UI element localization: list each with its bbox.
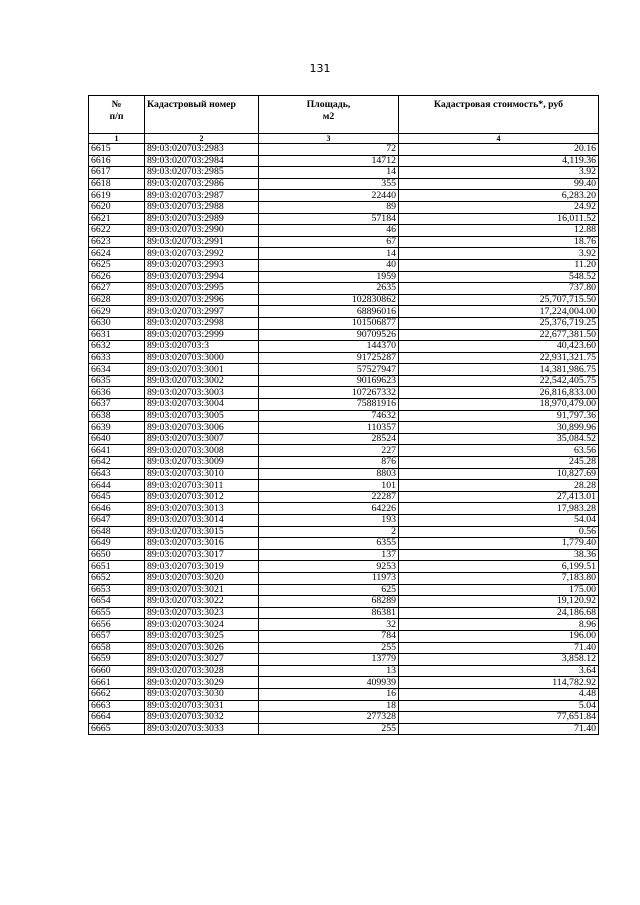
row-number: 6639 — [89, 422, 145, 434]
table-row — [89, 399, 599, 411]
row-number: 6617 — [89, 167, 145, 179]
row-number: 6636 — [89, 387, 145, 399]
cadastral-number: 89:03:020703:3025 — [145, 630, 259, 642]
table-row — [89, 259, 599, 271]
row-number: 6653 — [89, 584, 145, 596]
area-value: 784 — [259, 630, 399, 642]
cadastral-number: 89:03:020703:3026 — [145, 642, 259, 654]
area-value: 86381 — [259, 607, 399, 619]
cost-value: 12.88 — [399, 225, 599, 237]
header-row — [89, 96, 599, 134]
cadastral-number: 89:03:020703:3020 — [145, 572, 259, 584]
row-number: 6628 — [89, 294, 145, 306]
cadastral-number: 89:03:020703:3000 — [145, 352, 259, 364]
row-number: 6655 — [89, 607, 145, 619]
row-number: 6637 — [89, 399, 145, 411]
cadastral-table — [88, 95, 599, 735]
cadastral-number: 89:03:020703:3002 — [145, 375, 259, 387]
row-number: 6646 — [89, 503, 145, 515]
row-number: 6657 — [89, 630, 145, 642]
cadastral-number: 89:03:020703:2989 — [145, 213, 259, 225]
cost-value: 18,970,479.00 — [399, 399, 599, 411]
cost-value: 3,858.12 — [399, 654, 599, 666]
cadastral-number: 89:03:020703:3001 — [145, 364, 259, 376]
table-row — [89, 410, 599, 422]
table-row — [89, 190, 599, 202]
page-number: 131 — [309, 62, 331, 75]
cost-value: 24,186.68 — [399, 607, 599, 619]
area-value: 110357 — [259, 422, 399, 434]
row-number: 6649 — [89, 538, 145, 550]
area-value: 57527947 — [259, 364, 399, 376]
area-value: 68896016 — [259, 306, 399, 318]
cost-value: 737.80 — [399, 283, 599, 295]
area-value: 101 — [259, 480, 399, 492]
cadastral-number: 89:03:020703:3027 — [145, 654, 259, 666]
table-row — [89, 596, 599, 608]
area-value: 28524 — [259, 433, 399, 445]
row-number: 6626 — [89, 271, 145, 283]
table-row — [89, 538, 599, 550]
table-row — [89, 341, 599, 353]
cost-value: 91,797.36 — [399, 410, 599, 422]
row-number: 6627 — [89, 283, 145, 295]
table-row — [89, 178, 599, 190]
cadastral-number: 89:03:020703:3012 — [145, 491, 259, 503]
column-index: 1 — [89, 134, 145, 144]
row-number: 6632 — [89, 341, 145, 353]
row-number: 6622 — [89, 225, 145, 237]
table-row — [89, 283, 599, 295]
table-row — [89, 213, 599, 225]
cadastral-number: 89:03:020703:3013 — [145, 503, 259, 515]
row-number: 6623 — [89, 236, 145, 248]
cost-value: 71.40 — [399, 723, 599, 735]
table-row — [89, 515, 599, 527]
cadastral-number: 89:03:020703:3015 — [145, 526, 259, 538]
table-row — [89, 561, 599, 573]
cost-value: 22,677,381.50 — [399, 329, 599, 341]
area-value: 89 — [259, 201, 399, 213]
row-number: 6658 — [89, 642, 145, 654]
cost-value: 10,827.69 — [399, 468, 599, 480]
cadastral-number: 89:03:020703:3024 — [145, 619, 259, 631]
area-value: 46 — [259, 225, 399, 237]
row-number: 6630 — [89, 317, 145, 329]
cadastral-number: 89:03:020703:2997 — [145, 306, 259, 318]
cadastral-number: 89:03:020703:2984 — [145, 155, 259, 167]
table-row — [89, 433, 599, 445]
area-value: 13779 — [259, 654, 399, 666]
cadastral-number: 89:03:020703:3023 — [145, 607, 259, 619]
cost-value: 35,084.52 — [399, 433, 599, 445]
table-row — [89, 248, 599, 260]
table-row — [89, 387, 599, 399]
area-value: 137 — [259, 549, 399, 561]
table-row — [89, 329, 599, 341]
table-row — [89, 352, 599, 364]
area-value: 144370 — [259, 341, 399, 353]
table-row — [89, 375, 599, 387]
row-number: 6620 — [89, 201, 145, 213]
cost-value: 19,120.92 — [399, 596, 599, 608]
column-index: 4 — [399, 134, 599, 144]
row-number: 6629 — [89, 306, 145, 318]
cadastral-number: 89:03:020703:3010 — [145, 468, 259, 480]
area-value: 102830862 — [259, 294, 399, 306]
cost-value: 245.28 — [399, 457, 599, 469]
table-row — [89, 503, 599, 515]
table-row — [89, 480, 599, 492]
row-number: 6615 — [89, 144, 145, 156]
row-number: 6638 — [89, 410, 145, 422]
area-value: 57184 — [259, 213, 399, 225]
table-row — [89, 526, 599, 538]
cadastral-number: 89:03:020703:2985 — [145, 167, 259, 179]
table-row — [89, 167, 599, 179]
header-num-line1: № — [111, 99, 122, 110]
area-value: 14 — [259, 167, 399, 179]
area-value: 74632 — [259, 410, 399, 422]
cadastral-number: 89:03:020703:3021 — [145, 584, 259, 596]
cadastral-number: 89:03:020703:2987 — [145, 190, 259, 202]
row-number: 6648 — [89, 526, 145, 538]
cost-value: 11.20 — [399, 259, 599, 271]
cadastral-number: 89:03:020703:3032 — [145, 712, 259, 724]
cost-value: 6,199.51 — [399, 561, 599, 573]
cost-value: 63.56 — [399, 445, 599, 457]
area-value: 13 — [259, 665, 399, 677]
cost-value: 24.92 — [399, 201, 599, 213]
cost-value: 17,983.28 — [399, 503, 599, 515]
area-value: 40 — [259, 259, 399, 271]
cost-value: 22,931,321.75 — [399, 352, 599, 364]
row-number: 6625 — [89, 259, 145, 271]
cadastral-number: 89:03:020703:3017 — [145, 549, 259, 561]
cost-value: 7,183.80 — [399, 572, 599, 584]
cadastral-number: 89:03:020703:2988 — [145, 201, 259, 213]
area-value: 9253 — [259, 561, 399, 573]
area-value: 2635 — [259, 283, 399, 295]
cadastral-number: 89:03:020703:3006 — [145, 422, 259, 434]
cadastral-number: 89:03:020703:3009 — [145, 457, 259, 469]
cost-value: 1,779.40 — [399, 538, 599, 550]
cost-value: 38.36 — [399, 549, 599, 561]
row-number: 6659 — [89, 654, 145, 666]
row-number: 6660 — [89, 665, 145, 677]
table-row — [89, 364, 599, 376]
cost-value: 26,816,833.00 — [399, 387, 599, 399]
area-value: 91725287 — [259, 352, 399, 364]
area-value: 6355 — [259, 538, 399, 550]
header-num — [89, 96, 145, 134]
cost-value: 8.96 — [399, 619, 599, 631]
cadastral-number: 89:03:020703:3028 — [145, 665, 259, 677]
row-number: 6665 — [89, 723, 145, 735]
table-row — [89, 700, 599, 712]
row-number: 6624 — [89, 248, 145, 260]
table-row — [89, 317, 599, 329]
header-area — [259, 96, 399, 134]
row-number: 6664 — [89, 712, 145, 724]
area-value: 14712 — [259, 155, 399, 167]
row-number: 6621 — [89, 213, 145, 225]
cost-value: 18.76 — [399, 236, 599, 248]
cadastral-number: 89:03:020703:3031 — [145, 700, 259, 712]
area-value: 32 — [259, 619, 399, 631]
cost-value: 40,423.60 — [399, 341, 599, 353]
table-row — [89, 642, 599, 654]
table-row — [89, 549, 599, 561]
cadastral-number: 89:03:020703:3 — [145, 341, 259, 353]
table-row — [89, 271, 599, 283]
area-value: 625 — [259, 584, 399, 596]
cost-value: 54.04 — [399, 515, 599, 527]
table-row — [89, 723, 599, 735]
cost-value: 27,413.01 — [399, 491, 599, 503]
cadastral-number: 89:03:020703:3011 — [145, 480, 259, 492]
area-value: 72 — [259, 144, 399, 156]
cadastral-number: 89:03:020703:2994 — [145, 271, 259, 283]
cost-value: 22,542,405.75 — [399, 375, 599, 387]
row-number: 6651 — [89, 561, 145, 573]
cost-value: 5.04 — [399, 700, 599, 712]
row-number: 6631 — [89, 329, 145, 341]
cost-value: 548.52 — [399, 271, 599, 283]
table-row — [89, 225, 599, 237]
area-value: 90169623 — [259, 375, 399, 387]
area-value: 193 — [259, 515, 399, 527]
cadastral-number: 89:03:020703:2993 — [145, 259, 259, 271]
cost-value: 196.00 — [399, 630, 599, 642]
header-cost: Кадастровая стоимость*, руб — [399, 96, 599, 134]
cost-value: 20.16 — [399, 144, 599, 156]
cost-value: 14,381,986.75 — [399, 364, 599, 376]
area-value: 355 — [259, 178, 399, 190]
area-value: 107267332 — [259, 387, 399, 399]
row-number: 6644 — [89, 480, 145, 492]
table-row — [89, 306, 599, 318]
cadastral-number: 89:03:020703:2995 — [145, 283, 259, 295]
cost-value: 4.48 — [399, 688, 599, 700]
table-row — [89, 654, 599, 666]
table-row — [89, 630, 599, 642]
area-value: 22287 — [259, 491, 399, 503]
cadastral-number: 89:03:020703:3030 — [145, 688, 259, 700]
cadastral-number: 89:03:020703:2983 — [145, 144, 259, 156]
table-row — [89, 144, 599, 156]
table-row — [89, 607, 599, 619]
row-number: 6656 — [89, 619, 145, 631]
header-cadastral: Кадастровый номер — [145, 96, 259, 134]
table-body — [89, 144, 599, 735]
header-num-line2: п/п — [109, 111, 124, 122]
table-row — [89, 712, 599, 724]
column-index-row — [89, 134, 599, 144]
cost-value: 3.92 — [399, 167, 599, 179]
row-number: 6654 — [89, 596, 145, 608]
row-number: 6662 — [89, 688, 145, 700]
cadastral-number: 89:03:020703:2992 — [145, 248, 259, 260]
cadastral-number: 89:03:020703:3016 — [145, 538, 259, 550]
row-number: 6652 — [89, 572, 145, 584]
table-row — [89, 584, 599, 596]
area-value: 1959 — [259, 271, 399, 283]
cadastral-number: 89:03:020703:3003 — [145, 387, 259, 399]
area-value: 876 — [259, 457, 399, 469]
cost-value: 175.00 — [399, 584, 599, 596]
cost-value: 4,119.36 — [399, 155, 599, 167]
area-value: 409939 — [259, 677, 399, 689]
cadastral-number: 89:03:020703:3004 — [145, 399, 259, 411]
row-number: 6661 — [89, 677, 145, 689]
row-number: 6641 — [89, 445, 145, 457]
header-area-line2: м2 — [322, 111, 335, 122]
row-number: 6663 — [89, 700, 145, 712]
cadastral-number: 89:03:020703:2991 — [145, 236, 259, 248]
area-value: 68289 — [259, 596, 399, 608]
cost-value: 6,283.20 — [399, 190, 599, 202]
area-value: 22440 — [259, 190, 399, 202]
cadastral-number: 89:03:020703:3014 — [145, 515, 259, 527]
table-row — [89, 155, 599, 167]
cost-value: 77,651.84 — [399, 712, 599, 724]
area-value: 8803 — [259, 468, 399, 480]
area-value: 67 — [259, 236, 399, 248]
area-value: 75881916 — [259, 399, 399, 411]
table-row — [89, 619, 599, 631]
area-value: 90709526 — [259, 329, 399, 341]
area-value: 255 — [259, 723, 399, 735]
cost-value: 3.64 — [399, 665, 599, 677]
row-number: 6633 — [89, 352, 145, 364]
table-row — [89, 665, 599, 677]
area-value: 277328 — [259, 712, 399, 724]
cost-value: 30,899.96 — [399, 422, 599, 434]
cadastral-number: 89:03:020703:2990 — [145, 225, 259, 237]
area-value: 227 — [259, 445, 399, 457]
row-number: 6618 — [89, 178, 145, 190]
cost-value: 114,782.92 — [399, 677, 599, 689]
area-value: 101506877 — [259, 317, 399, 329]
row-number: 6640 — [89, 433, 145, 445]
table-row — [89, 688, 599, 700]
cost-value: 28.28 — [399, 480, 599, 492]
cadastral-number: 89:03:020703:2996 — [145, 294, 259, 306]
cadastral-number: 89:03:020703:3005 — [145, 410, 259, 422]
cost-value: 0.56 — [399, 526, 599, 538]
area-value: 11973 — [259, 572, 399, 584]
area-value: 255 — [259, 642, 399, 654]
area-value: 64226 — [259, 503, 399, 515]
table-row — [89, 201, 599, 213]
row-number: 6647 — [89, 515, 145, 527]
row-number: 6650 — [89, 549, 145, 561]
cadastral-number: 89:03:020703:3033 — [145, 723, 259, 735]
table-row — [89, 445, 599, 457]
row-number: 6643 — [89, 468, 145, 480]
cadastral-number: 89:03:020703:3007 — [145, 433, 259, 445]
cadastral-number: 89:03:020703:3029 — [145, 677, 259, 689]
cadastral-number: 89:03:020703:2999 — [145, 329, 259, 341]
area-value: 16 — [259, 688, 399, 700]
cost-value: 3.92 — [399, 248, 599, 260]
cadastral-number: 89:03:020703:3008 — [145, 445, 259, 457]
table-row — [89, 236, 599, 248]
cost-value: 25,707,715.50 — [399, 294, 599, 306]
row-number: 6634 — [89, 364, 145, 376]
cost-value: 25,376,719.25 — [399, 317, 599, 329]
area-value: 14 — [259, 248, 399, 260]
cadastral-number: 89:03:020703:2998 — [145, 317, 259, 329]
table-row — [89, 468, 599, 480]
column-index: 3 — [259, 134, 399, 144]
cost-value: 16,011.52 — [399, 213, 599, 225]
cost-value: 99.40 — [399, 178, 599, 190]
column-index: 2 — [145, 134, 259, 144]
row-number: 6619 — [89, 190, 145, 202]
cadastral-number: 89:03:020703:3022 — [145, 596, 259, 608]
area-value: 18 — [259, 700, 399, 712]
row-number: 6642 — [89, 457, 145, 469]
table-row — [89, 422, 599, 434]
row-number: 6645 — [89, 491, 145, 503]
cost-value: 17,224,004.00 — [399, 306, 599, 318]
row-number: 6616 — [89, 155, 145, 167]
cadastral-number: 89:03:020703:3019 — [145, 561, 259, 573]
cadastral-number: 89:03:020703:2986 — [145, 178, 259, 190]
header-area-line1: Площадь, — [306, 99, 351, 110]
area-value: 2 — [259, 526, 399, 538]
table-row — [89, 457, 599, 469]
table-row — [89, 294, 599, 306]
cost-value: 71.40 — [399, 642, 599, 654]
table-row — [89, 491, 599, 503]
table-row — [89, 572, 599, 584]
table-row — [89, 677, 599, 689]
row-number: 6635 — [89, 375, 145, 387]
